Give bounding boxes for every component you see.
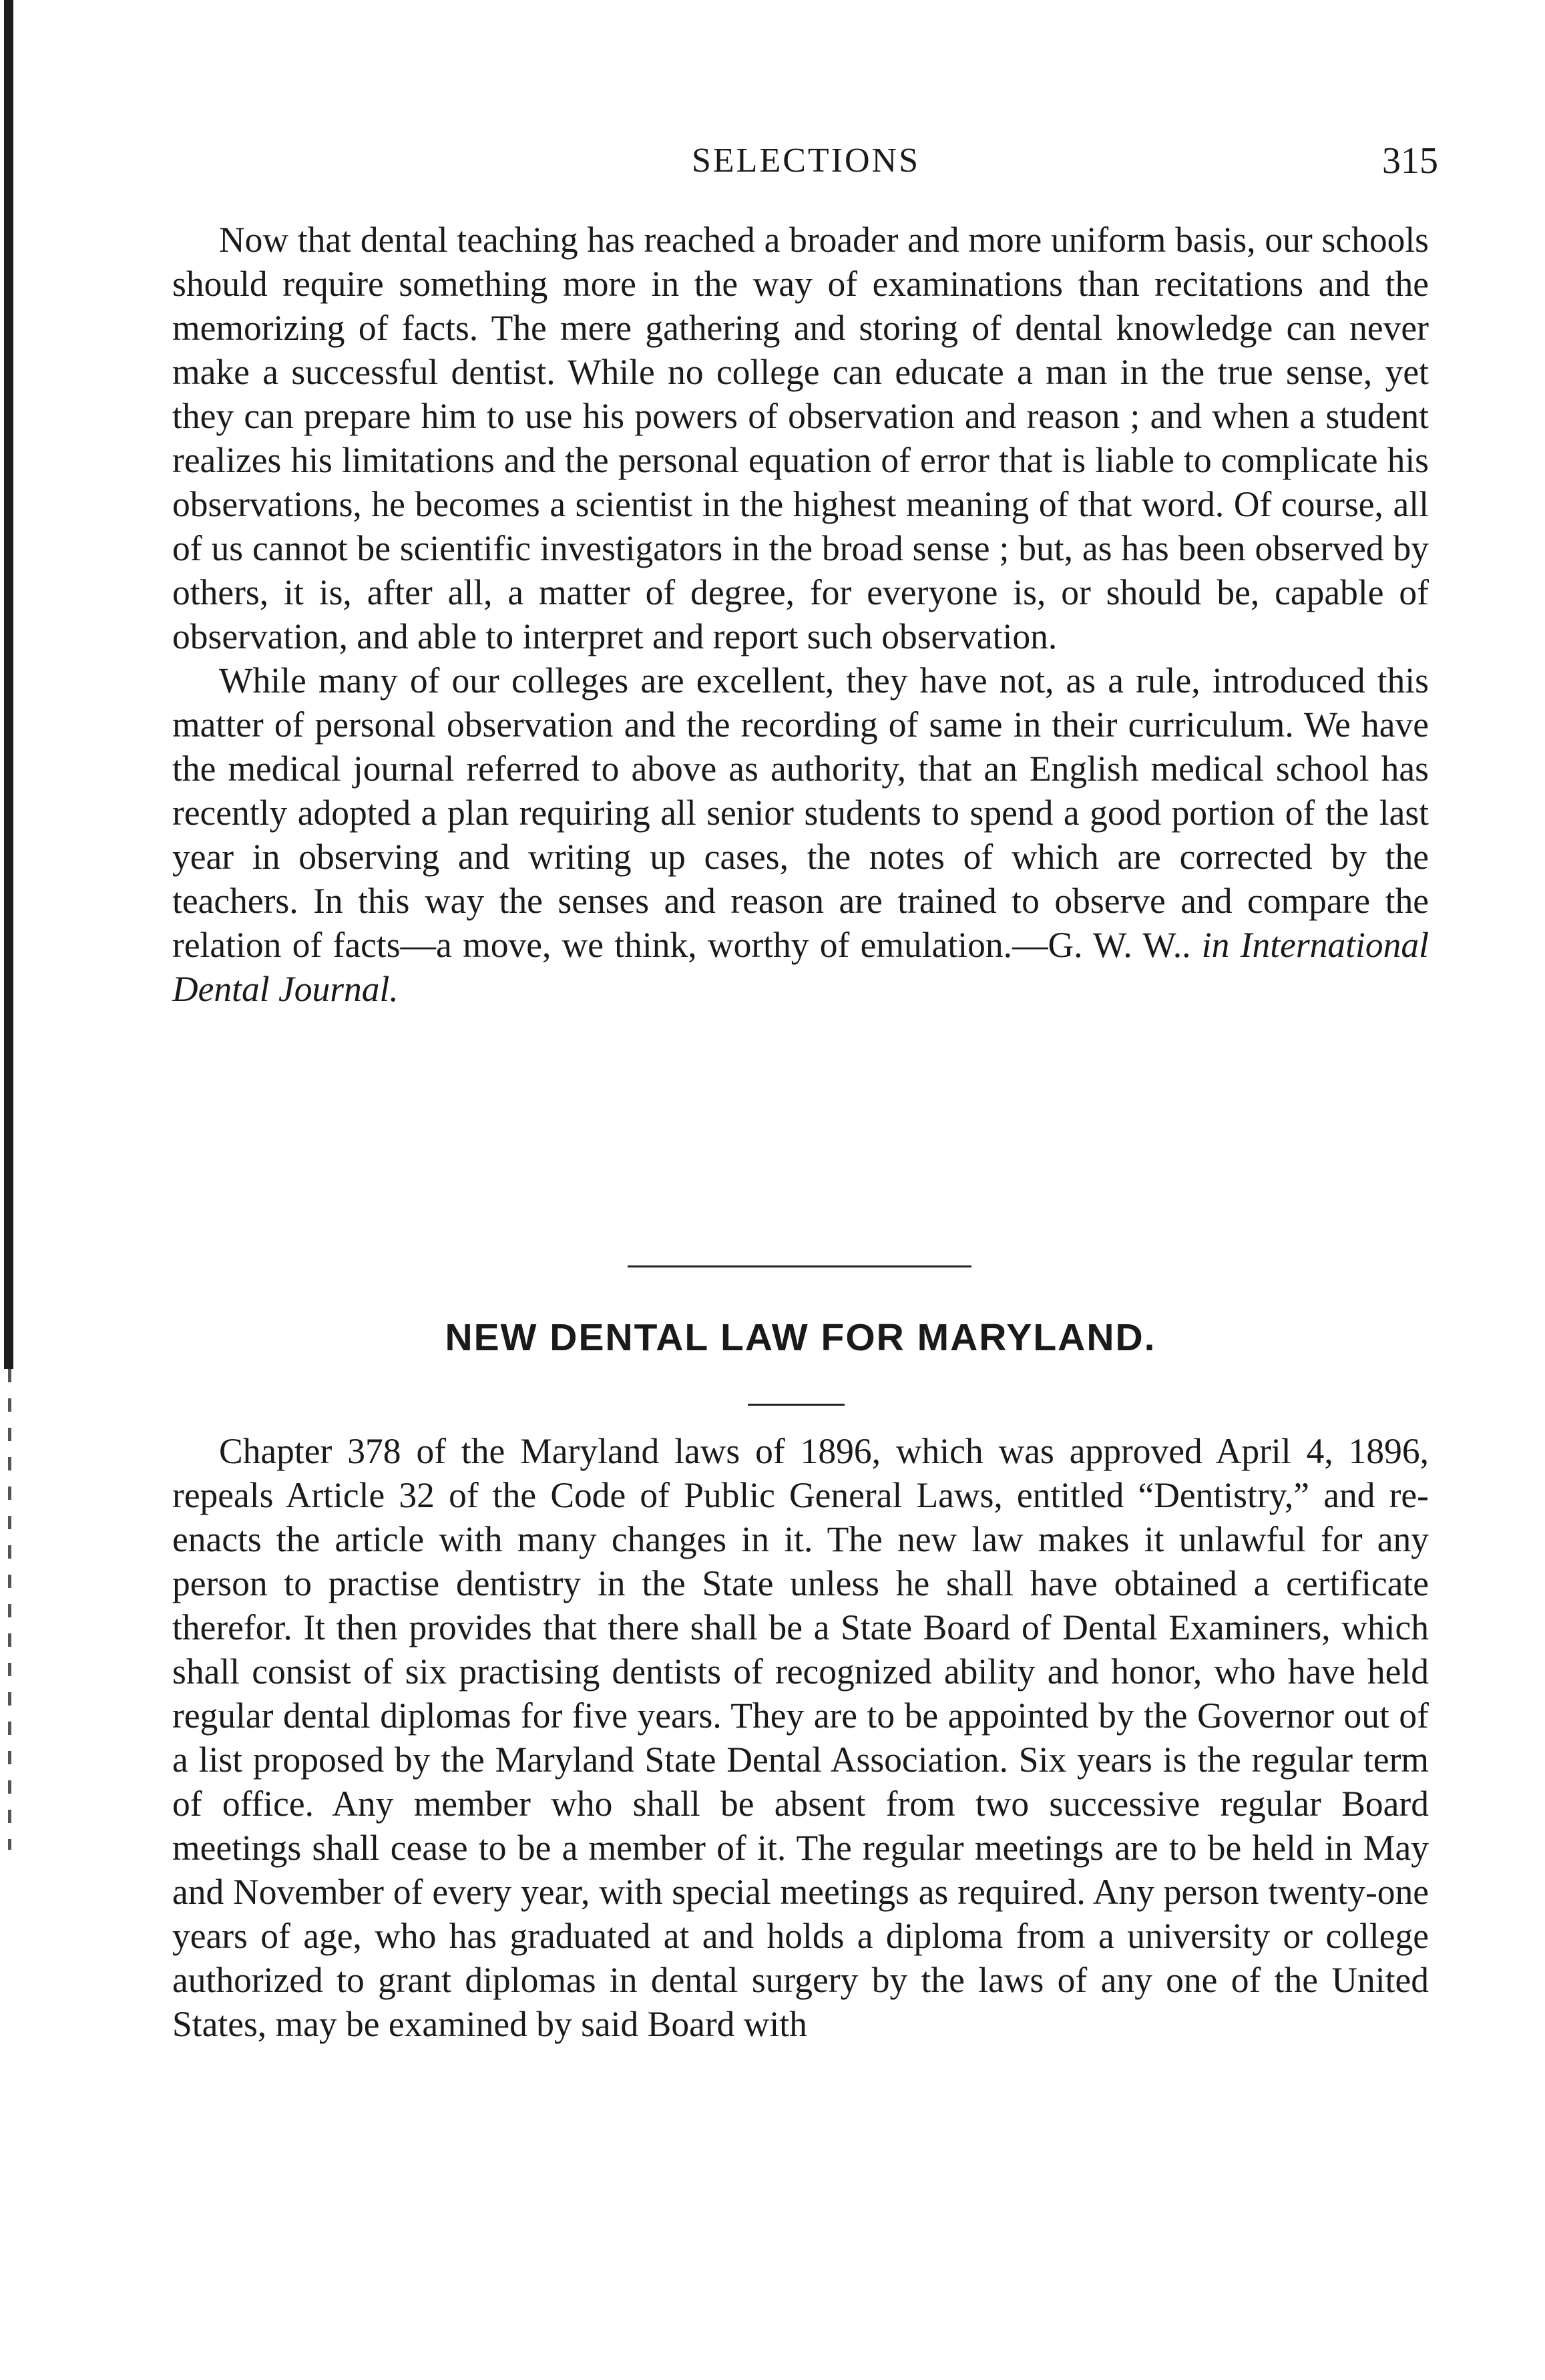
paragraph-curriculum bbox=[172, 658, 1429, 1011]
paragraph-maryland-law: Chapter 378 of the Maryland laws of 1896, which was approved April 4, 1896, repeals Article 32 of the Code of Public General Laws, entitled “Dentistry,” and re-enacts the article with many changes in it. The new law makes it unlawful for any person to practise dentistry in the State unless he shall have obtained a certificate therefor. It then provides that there shall be a State Board of Dental Examiners, which shall consist of six practising dentists of recognized ability and honor, who have held regular dental diplomas for five years. They are to be appointed by the Governor out of a list proposed by the Maryland State Dental Association. Six years is the regular term of office. Any member who shall be absent from two successive regular Board meetings shall cease to be a member of it. The regular meetings are to be held in May and November of every year, with special meetings as required. Any person twenty-one years of age, who has graduated at and holds a diploma from a university or college authorized to grant diplomas in dental surgery by the laws of any one of the United States, may be examined by said Board with bbox=[172, 1431, 1429, 2044]
article-heading: NEW DENTAL LAW FOR MARYLAND. bbox=[445, 1316, 1156, 1359]
section-divider-rule bbox=[628, 1265, 971, 1267]
heading-underline-rule bbox=[748, 1404, 845, 1406]
source-title: International Dental Journal. bbox=[172, 925, 1429, 1009]
paragraph-curriculum-text: While many of our colleges are excellent, they have not, as a rule, introduced this matter of personal observation and the recording of same in their curriculum. We have the medical journal referred to above as authority, that an English medical school has recently adopted a plan requiring all senior students to spend a good portion of the last year in observing and writing up cases, the notes of which are corrected by the teachers. In this way the senses and reason are trained to observe and compare the relation of facts—a move, we think, worthy of emulation.—G. W. W.. bbox=[172, 660, 1429, 965]
paragraph-observation: Now that dental teaching has reached a broader and more uniform basis, our schools should require something more in the way of examinations than recitations and the memorizing of facts. The mere gathering and storing of dental knowledge can never make a successful dentist. While no college can educate a man in the true sense, yet they can prepare him to use his powers of observation and reason ; and when a student realizes his limitations and the personal equation of error that is liable to complicate his observations, he becomes a scientist in the highest meaning of that word. Of course, all of us cannot be scientific investigators in the broad sense ; but, as has been observed by others, it is, after all, a matter of degree, for everyone is, or should be, capable of observation, and able to interpret and report such observation. bbox=[172, 220, 1429, 656]
source-prefix: in bbox=[1201, 925, 1230, 965]
article-maryland-text bbox=[172, 1429, 1429, 2046]
article-selection-text bbox=[172, 218, 1429, 1011]
page-number: 315 bbox=[1382, 140, 1438, 182]
running-title: SELECTIONS bbox=[692, 142, 920, 180]
running-head bbox=[174, 131, 1438, 191]
page-binding-edge-faint bbox=[8, 1369, 11, 1850]
page-binding-edge bbox=[4, 0, 13, 1369]
